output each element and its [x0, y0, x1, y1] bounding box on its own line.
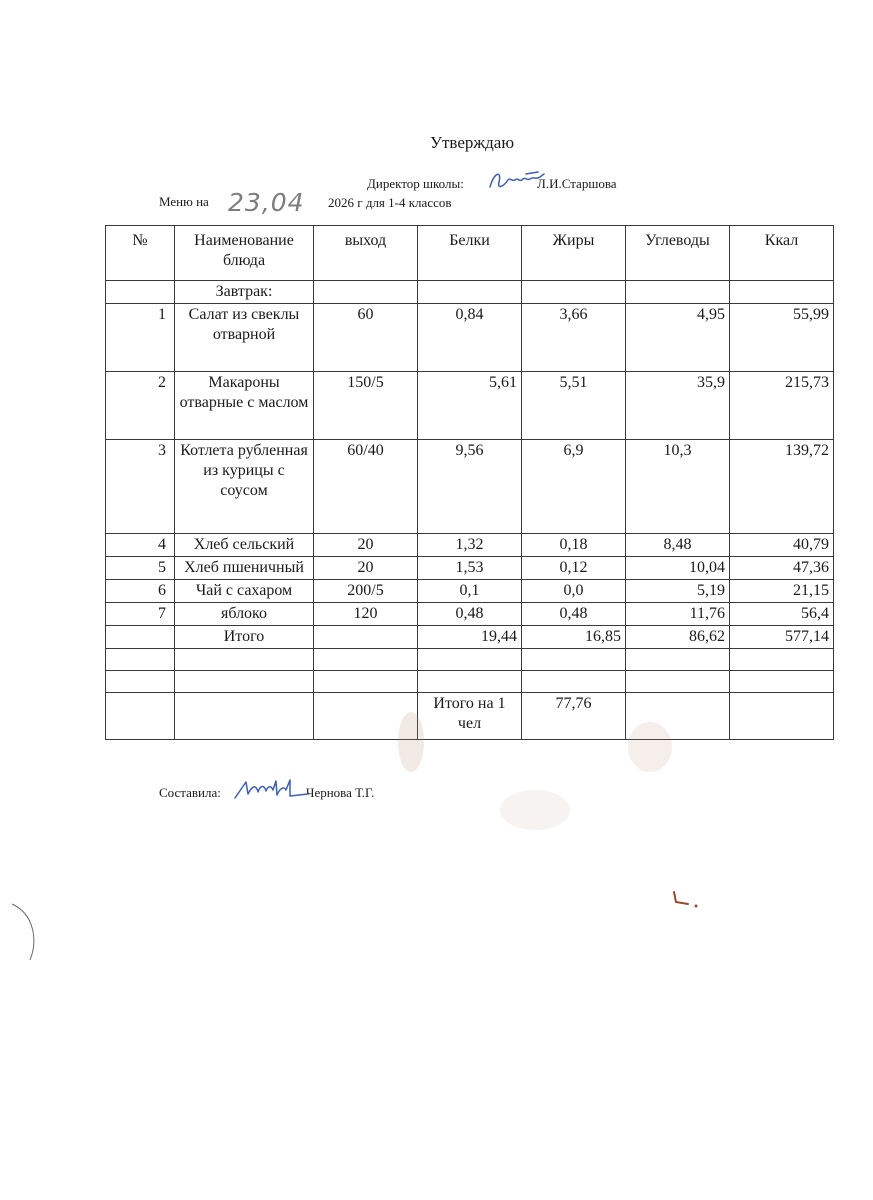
row-number: 3	[106, 440, 175, 534]
dish-name: Хлеб пшеничный	[175, 557, 314, 580]
total-label: Итого	[175, 626, 314, 649]
table-header-row	[106, 226, 834, 281]
col-header-number: №	[106, 226, 175, 281]
section-row	[106, 281, 834, 304]
dish-carbs: 10,3	[626, 440, 730, 534]
dish-carbs: 5,19	[626, 580, 730, 603]
row-number: 2	[106, 372, 175, 440]
dish-fats: 0,0	[522, 580, 626, 603]
director-name: Л.И.Старшова	[537, 176, 617, 191]
table-row	[106, 580, 834, 603]
total-carbs: 86,62	[626, 626, 730, 649]
dish-kcal: 56,4	[730, 603, 834, 626]
scan-edge-mark	[8, 900, 44, 970]
per-person-label: Итого на 1 чел	[418, 693, 522, 740]
compiled-by-name: Чернова Т.Г.	[306, 785, 375, 800]
col-header-dish-name: Наименование блюда	[175, 226, 314, 281]
director-label: Директор школы:	[367, 176, 464, 191]
col-header-fats: Жиры	[522, 226, 626, 281]
dish-proteins: 1,32	[418, 534, 522, 557]
dish-name: Чай с сахаром	[175, 580, 314, 603]
dish-fats: 0,48	[522, 603, 626, 626]
dish-proteins: 9,56	[418, 440, 522, 534]
dish-kcal: 21,15	[730, 580, 834, 603]
dish-name: Хлеб сельский	[175, 534, 314, 557]
col-header-output: выход	[314, 226, 418, 281]
dish-output: 200/5	[314, 580, 418, 603]
dish-output: 20	[314, 557, 418, 580]
empty-row	[106, 649, 834, 671]
dish-name: Котлета рубленная из курицы с соусом	[175, 440, 314, 534]
empty-row	[106, 671, 834, 693]
paper-stain	[500, 790, 570, 830]
compiled-by-label: Составила:	[159, 785, 221, 800]
dish-carbs: 35,9	[626, 372, 730, 440]
dish-kcal: 215,73	[730, 372, 834, 440]
dish-kcal: 55,99	[730, 304, 834, 372]
dish-kcal: 47,36	[730, 557, 834, 580]
row-number: 7	[106, 603, 175, 626]
dish-carbs: 10,04	[626, 557, 730, 580]
total-kcal: 577,14	[730, 626, 834, 649]
dish-fats: 5,51	[522, 372, 626, 440]
dish-output: 120	[314, 603, 418, 626]
dish-proteins: 0,1	[418, 580, 522, 603]
dish-output: 20	[314, 534, 418, 557]
dish-proteins: 0,84	[418, 304, 522, 372]
menu-table	[105, 225, 834, 740]
dish-output: 150/5	[314, 372, 418, 440]
dish-output: 60/40	[314, 440, 418, 534]
dish-proteins: 5,61	[418, 372, 522, 440]
dish-kcal: 40,79	[730, 534, 834, 557]
table-row	[106, 557, 834, 580]
row-number: 6	[106, 580, 175, 603]
dish-kcal: 139,72	[730, 440, 834, 534]
row-number: 5	[106, 557, 175, 580]
dish-fats: 3,66	[522, 304, 626, 372]
dish-proteins: 0,48	[418, 603, 522, 626]
table-row	[106, 603, 834, 626]
date-handwritten: 23,04	[228, 188, 305, 217]
row-number: 1	[106, 304, 175, 372]
table-row	[106, 534, 834, 557]
table-row	[106, 440, 834, 534]
dish-proteins: 1,53	[418, 557, 522, 580]
ink-mark	[666, 882, 702, 912]
menu-on-label: Меню на	[159, 194, 209, 209]
col-header-kcal: Ккал	[730, 226, 834, 281]
dish-name: Макароны отварные с маслом	[175, 372, 314, 440]
table-row	[106, 304, 834, 372]
dish-carbs: 11,76	[626, 603, 730, 626]
dish-fats: 0,18	[522, 534, 626, 557]
dish-fats: 6,9	[522, 440, 626, 534]
compiler-signature	[232, 778, 310, 802]
dish-output: 60	[314, 304, 418, 372]
approve-heading: Утверждаю	[429, 133, 515, 152]
total-row	[106, 626, 834, 649]
per-person-row	[106, 693, 834, 740]
dish-name: Салат из свеклы отварной	[175, 304, 314, 372]
total-fats: 16,85	[522, 626, 626, 649]
col-header-proteins: Белки	[418, 226, 522, 281]
dish-carbs: 4,95	[626, 304, 730, 372]
table-row	[106, 372, 834, 440]
menu-year-classes: 2026 г для 1-4 классов	[328, 195, 452, 210]
dish-fats: 0,12	[522, 557, 626, 580]
col-header-carbs: Углеводы	[626, 226, 730, 281]
dish-carbs: 8,48	[626, 534, 730, 557]
section-breakfast-label: Завтрак:	[175, 281, 314, 304]
total-proteins: 19,44	[418, 626, 522, 649]
row-number: 4	[106, 534, 175, 557]
per-person-value: 77,76	[522, 693, 626, 740]
dish-name: яблоко	[175, 603, 314, 626]
